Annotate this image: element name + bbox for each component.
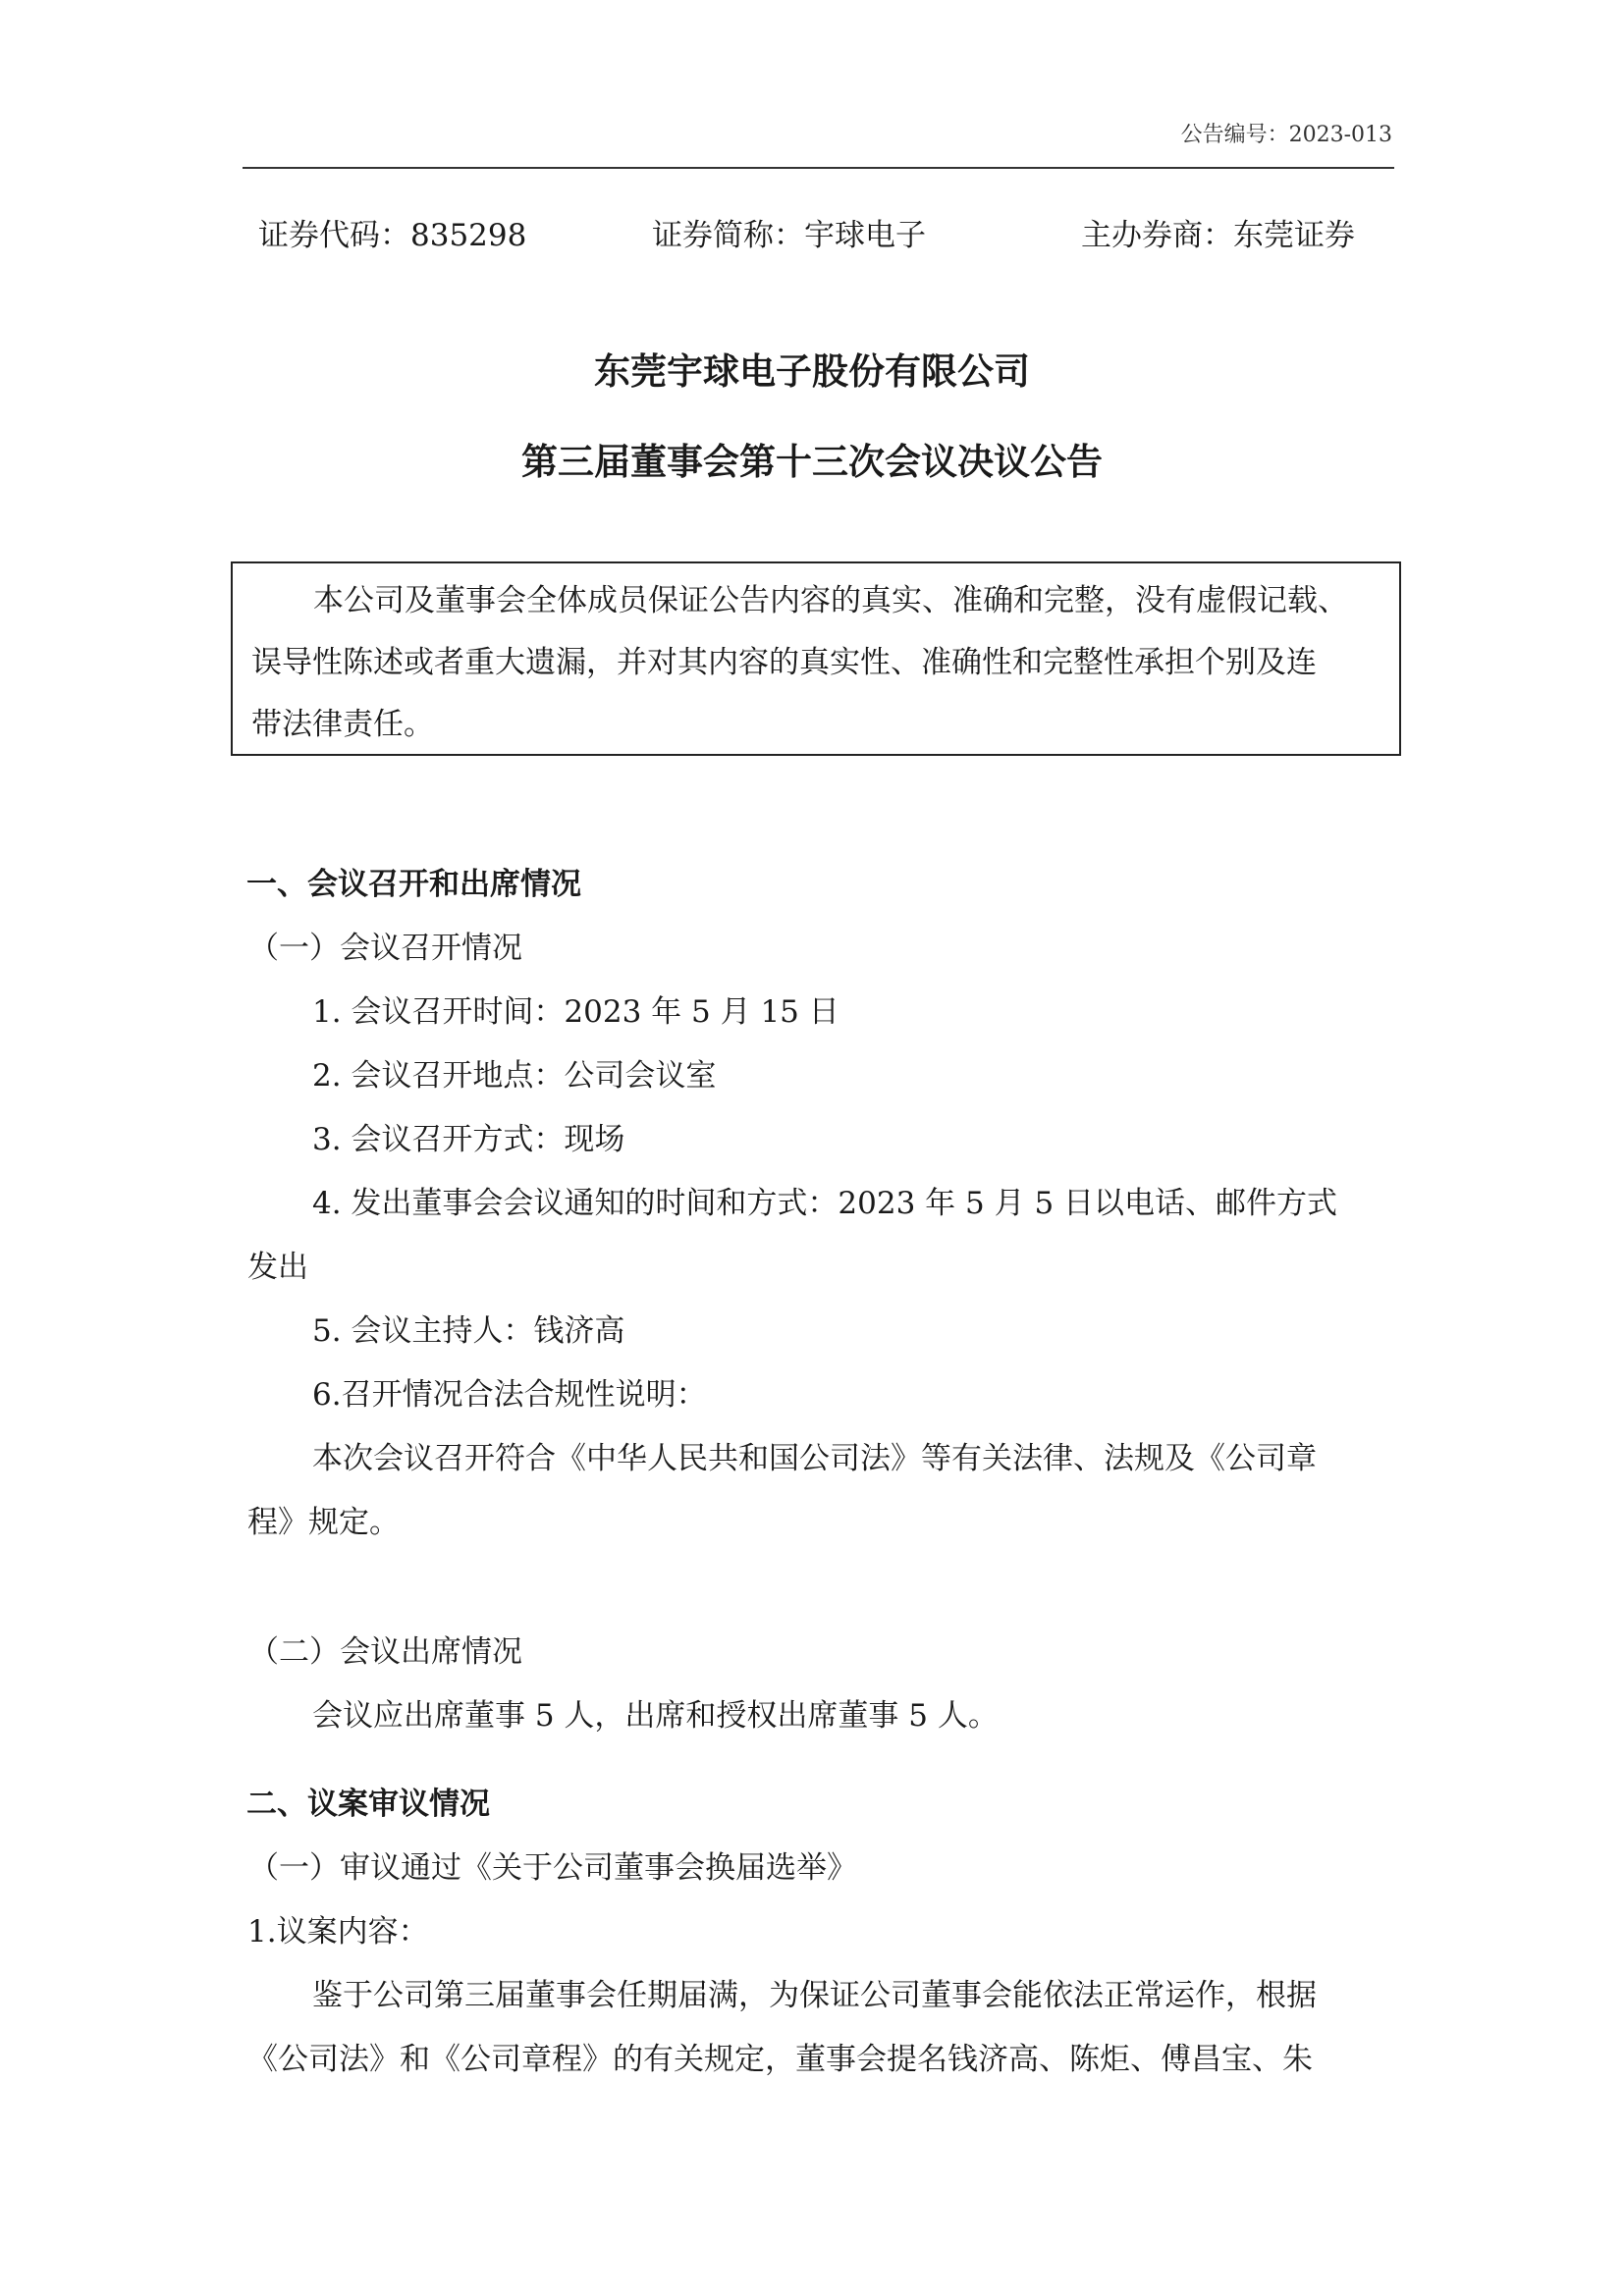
- section-2-sub-1-heading: （一）审议通过《关于公司董事会换届选举》: [248, 1850, 857, 1886]
- announcement-title: 第三届董事会第十三次会议决议公告: [521, 440, 1103, 483]
- securities-code: 证券代码：835298: [258, 218, 527, 253]
- declaration-box: [231, 561, 1401, 756]
- section-2-heading: 二、议案审议情况: [246, 1787, 490, 1822]
- proposal-content-line-2: 《公司法》和《公司章程》的有关规定，董事会提名钱济高、陈炬、傅昌宝、朱: [247, 2042, 1313, 2077]
- notice-time-method-line-2: 发出: [247, 1250, 308, 1285]
- header-divider: [243, 167, 1394, 169]
- declaration-line-2: 误导性陈述或者重大遗漏，并对其内容的真实性、准确性和完整性承担个别及连: [251, 645, 1317, 680]
- section-1-heading: 一、会议召开和出席情况: [246, 867, 581, 902]
- notice-time-method-line-1: 4. 发出董事会会议通知的时间和方式：2023 年 5 月 5 日以电话、邮件方式: [312, 1186, 1338, 1221]
- declaration-line-1: 本公司及董事会全体成员保证公告内容的真实、准确和完整，没有虚假记载、: [313, 583, 1348, 618]
- section-1-sub-1-heading: （一）会议召开情况: [248, 931, 522, 966]
- meeting-location: 2. 会议召开地点：公司会议室: [312, 1058, 717, 1094]
- announcement-number: 公告编号：2023-013: [1180, 123, 1392, 147]
- compliance-text-line-1: 本次会议召开符合《中华人民共和国公司法》等有关法律、法规及《公司章: [312, 1441, 1317, 1476]
- securities-short-name: 证券简称：宇球电子: [652, 218, 926, 253]
- compliance-text-line-2: 程》规定。: [247, 1505, 400, 1540]
- meeting-method: 3. 会议召开方式：现场: [312, 1122, 625, 1157]
- meeting-host: 5. 会议主持人：钱济高: [312, 1313, 625, 1349]
- proposal-content-label: 1.议案内容：: [247, 1914, 429, 1949]
- attendance-text: 会议应出席董事 5 人，出席和授权出席董事 5 人。: [312, 1698, 999, 1734]
- proposal-content-line-1: 鉴于公司第三届董事会任期届满，为保证公司董事会能依法正常运作，根据: [312, 1978, 1317, 2013]
- sponsor-broker: 主办券商：东莞证券: [1081, 218, 1355, 253]
- declaration-line-3: 带法律责任。: [251, 707, 434, 742]
- section-1-sub-2-heading: （二）会议出席情况: [248, 1634, 522, 1670]
- compliance-heading: 6.召开情况合法合规性说明：: [312, 1377, 707, 1413]
- company-name-title: 东莞宇球电子股份有限公司: [594, 349, 1030, 393]
- meeting-time: 1. 会议召开时间：2023 年 5 月 15 日: [312, 994, 839, 1030]
